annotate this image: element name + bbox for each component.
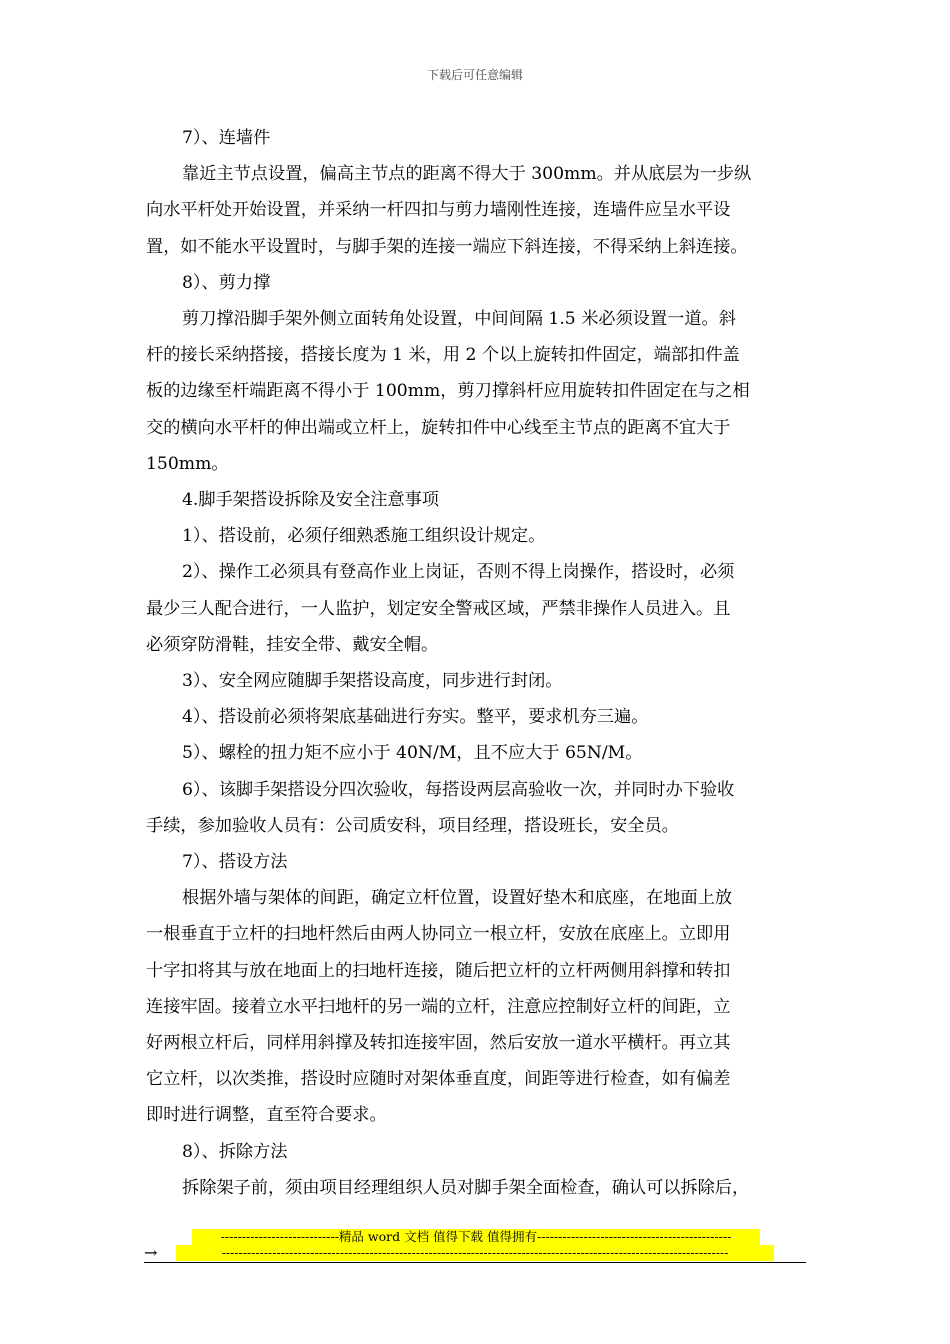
page-header: 下载后可任意编辑 [426, 68, 523, 82]
paragraph-line: 拆除架子前，须由项目经理组织人员对脚手架全面检查，确认可以拆除后， [182, 1177, 750, 1198]
paragraph-line: 交的横向水平杆的伸出端或立杆上，旋转扣件中心线至主节点的距离不宜大于 [146, 417, 731, 438]
paragraph-line: 5）、螺栓的扭力矩不应小于 40N/M，且不应大于 65N/M。 [182, 743, 643, 764]
paragraph-line: 靠近主节点设置，偏高主节点的距离不得大于 300mm。并从底层为一步纵 [182, 164, 752, 185]
footer-divider [144, 1262, 806, 1263]
paragraph-line: 它立杆，以次类推，搭设时应随时对架体垂直度，间距等进行检查，如有偏差 [146, 1069, 731, 1090]
paragraph-line: 8）、拆除方法 [182, 1141, 288, 1162]
footer-banner: ----------------------------精品 word 文档 值得下载 值得拥有---------------------------------------------- [192, 1229, 760, 1245]
paragraph-line: 即时进行调整，直至符合要求。 [146, 1105, 387, 1126]
arrow-icon: → [144, 1243, 158, 1262]
paragraph-line: 7）、搭设方法 [182, 852, 288, 873]
paragraph-line: 4.脚手架搭设拆除及安全注意事项 [182, 490, 440, 511]
paragraph-line: 好两根立杆后，同样用斜撑及转扣连接牢固，然后安放一道水平横杆。再立其 [146, 1033, 731, 1054]
paragraph-line: 十字扣将其与放在地面上的扫地杆连接，随后把立杆的立杆两侧用斜撑和转扣 [146, 960, 731, 981]
paragraph-line: 杆的接长采纳搭接，搭接长度为 1 米，用 2 个以上旋转扣件固定，端部扣件盖 [146, 345, 740, 366]
paragraph-line: 6）、该脚手架搭设分四次验收，每搭设两层高验收一次，并同时办下验收 [182, 779, 735, 800]
paragraph-line: 最少三人配合进行，一人监护，划定安全警戒区域，严禁非操作人员进入。且 [146, 598, 731, 619]
paragraph-line: 一根垂直于立杆的扫地杆然后由两人协同立一根立杆，安放在底座上。立即用 [146, 924, 731, 945]
paragraph-line: 板的边缘至杆端距离不得小于 100mm，剪刀撑斜杆应用旋转扣件固定在与之相 [146, 381, 750, 402]
document-body [146, 120, 810, 1206]
paragraph-line: 连接牢固。接着立水平扫地杆的另一端的立杆，注意应控制好立杆的间距，立 [146, 996, 731, 1017]
paragraph-line: 置，如不能水平设置时，与脚手架的连接一端应下斜连接，不得采纳上斜连接。 [146, 236, 748, 257]
paragraph-line: 3）、安全网应随脚手架搭设高度，同步进行封闭。 [182, 671, 563, 692]
paragraph-line: 必须穿防滑鞋，挂安全带、戴安全帽。 [146, 634, 439, 655]
paragraph-line: 剪刀撑沿脚手架外侧立面转角处设置，中间间隔 1.5 米必须设置一道。斜 [182, 309, 736, 330]
paragraph-line: 4）、搭设前必须将架底基础进行夯实。整平，要求机夯三遍。 [182, 707, 649, 728]
paragraph-line: 150mm。 [146, 453, 229, 474]
paragraph-line: 7）、连墙件 [182, 128, 271, 148]
footer-dashes: ------------------------------------------------------------------------------------------------------------------------ [176, 1245, 774, 1261]
paragraph-line: 根据外墙与架体的间距，确定立杆位置，设置好垫木和底座，在地面上放 [182, 888, 733, 909]
paragraph-line: 手续，参加验收人员有：公司质安科，项目经理，搭设班长，安全员。 [146, 815, 679, 836]
paragraph-line: 2）、操作工必须具有登高作业上岗证，否则不得上岗操作，搭设时，必须 [182, 562, 735, 583]
paragraph-line: 8）、剪力撑 [182, 272, 271, 293]
paragraph-line: 向水平杆处开始设置，并采纳一杆四扣与剪力墙刚性连接，连墙件应呈水平设 [146, 200, 731, 221]
paragraph-line: 1）、搭设前，必须仔细熟悉施工组织设计规定。 [182, 526, 546, 547]
